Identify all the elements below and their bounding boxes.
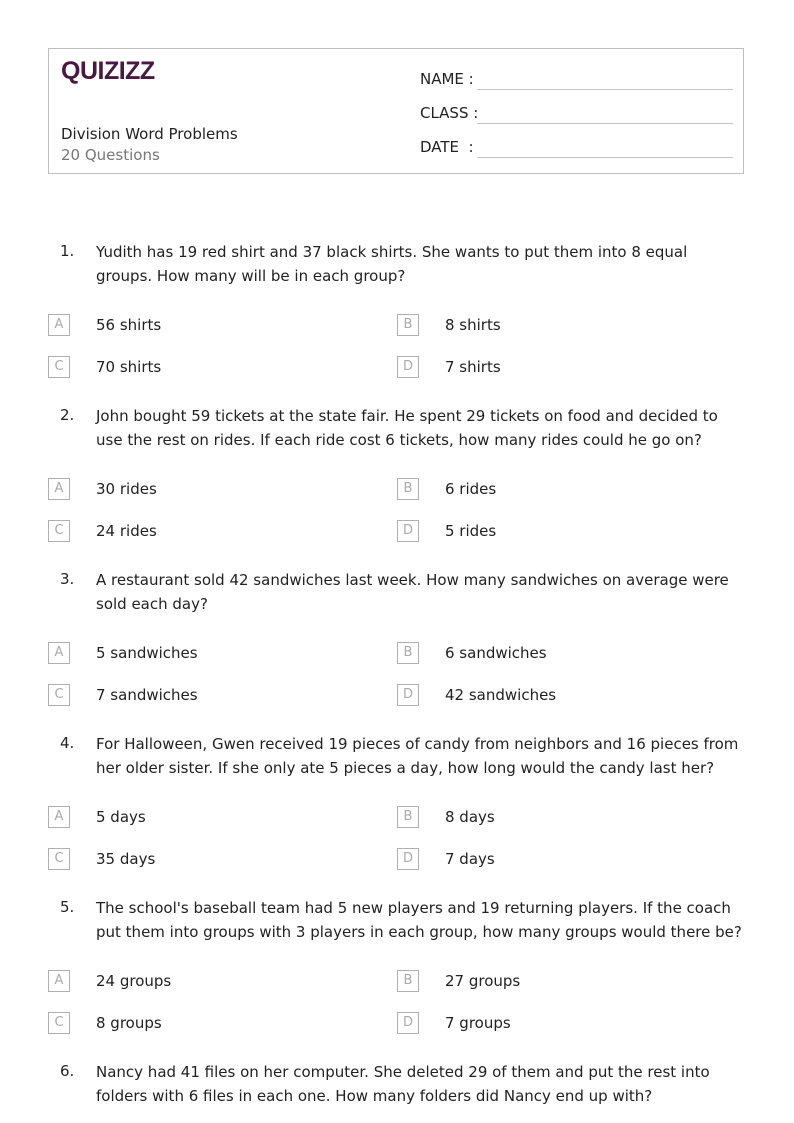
option-b-text: 6 sandwiches — [445, 644, 547, 662]
option-d-box[interactable]: D — [397, 356, 419, 378]
question-text: A restaurant sold 42 sandwiches last week. How many sandwiches on average were sold each day? — [96, 571, 729, 613]
question-text: The school's baseball team had 5 new players and 19 returning players. If the coach put them into groups with 3 players in each group, how many groups would there be? — [96, 899, 742, 941]
option-b-box[interactable]: B — [397, 314, 419, 336]
option-c-box[interactable]: C — [48, 520, 70, 542]
option-d-text: 7 days — [445, 850, 495, 868]
question-number: 3. — [60, 570, 75, 588]
date-label: DATE : — [420, 138, 474, 156]
option-a-box[interactable]: A — [48, 314, 70, 336]
option-b-box[interactable]: B — [397, 642, 419, 664]
option-d-text: 7 groups — [445, 1014, 511, 1032]
date-field[interactable] — [420, 134, 733, 158]
option-d-box[interactable]: D — [397, 684, 419, 706]
option-a-box[interactable]: A — [48, 642, 70, 664]
option-b-text: 8 shirts — [445, 316, 501, 334]
question-number: 4. — [60, 734, 75, 752]
option-c-box[interactable]: C — [48, 848, 70, 870]
worksheet-title: Division Word Problems — [61, 125, 238, 143]
option-c-box[interactable]: C — [48, 356, 70, 378]
option-c-text: 7 sandwiches — [96, 686, 198, 704]
option-d-text: 42 sandwiches — [445, 686, 557, 704]
question-number: 1. — [60, 242, 75, 260]
name-label: NAME : — [420, 70, 474, 88]
option-b-box[interactable]: B — [397, 478, 419, 500]
date-line[interactable] — [477, 157, 733, 158]
name-line[interactable] — [477, 89, 733, 90]
quizizz-logo: QUIZIZZ — [61, 57, 155, 85]
option-d-text: 5 rides — [445, 522, 497, 540]
question-number: 6. — [60, 1062, 75, 1080]
name-field[interactable] — [420, 66, 733, 90]
option-b-text: 6 rides — [445, 480, 497, 498]
class-field[interactable] — [420, 100, 733, 124]
option-a-text: 56 shirts — [96, 316, 162, 334]
option-a-text: 24 groups — [96, 972, 172, 990]
option-a-text: 30 rides — [96, 480, 157, 498]
option-a-box[interactable]: A — [48, 806, 70, 828]
worksheet-header — [48, 48, 744, 174]
option-b-box[interactable]: B — [397, 806, 419, 828]
option-a-text: 5 days — [96, 808, 146, 826]
option-c-box[interactable]: C — [48, 684, 70, 706]
option-b-text: 8 days — [445, 808, 495, 826]
option-a-box[interactable]: A — [48, 478, 70, 500]
option-c-text: 8 groups — [96, 1014, 162, 1032]
question-text: Nancy had 41 files on her computer. She deleted 29 of them and put the rest into folders with 6 files in each one. How many folders did Nancy end up with? — [96, 1063, 710, 1105]
class-line[interactable] — [477, 123, 733, 124]
option-d-box[interactable]: D — [397, 848, 419, 870]
question-text: For Halloween, Gwen received 19 pieces of candy from neighbors and 16 pieces from her older sister. If she only ate 5 pieces a day, how long would the candy last her? — [96, 735, 739, 777]
option-c-text: 35 days — [96, 850, 156, 868]
option-c-text: 24 rides — [96, 522, 157, 540]
option-a-box[interactable]: A — [48, 970, 70, 992]
question-text: Yudith has 19 red shirt and 37 black shirts. She wants to put them into 8 equal groups. How many will be in each group? — [96, 243, 688, 285]
option-a-text: 5 sandwiches — [96, 644, 198, 662]
option-c-box[interactable]: C — [48, 1012, 70, 1034]
question-text: John bought 59 tickets at the state fair. He spent 29 tickets on food and decided to use the rest on rides. If each ride cost 6 tickets, how many rides could he go on? — [96, 407, 718, 449]
option-b-text: 27 groups — [445, 972, 521, 990]
option-c-text: 70 shirts — [96, 358, 162, 376]
question-count: 20 Questions — [61, 146, 160, 164]
class-label: CLASS : — [420, 104, 479, 122]
question-number: 5. — [60, 898, 75, 916]
option-b-box[interactable]: B — [397, 970, 419, 992]
option-d-box[interactable]: D — [397, 1012, 419, 1034]
question-number: 2. — [60, 406, 75, 424]
option-d-box[interactable]: D — [397, 520, 419, 542]
option-d-text: 7 shirts — [445, 358, 501, 376]
